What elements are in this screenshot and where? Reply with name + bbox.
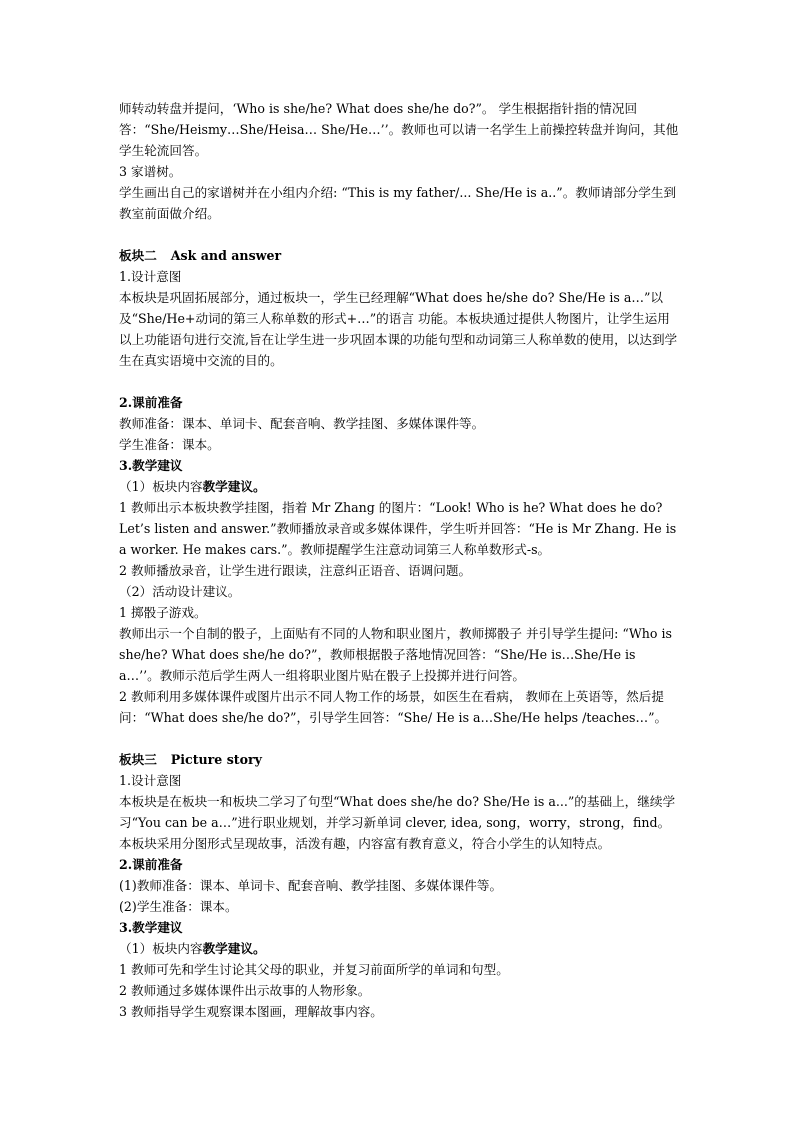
document-page bbox=[119, 98, 679, 1022]
section3-prep-teacher: (1)教师准备：课本、单词卡、配套音响、教学挂图、多媒体课件等。 bbox=[119, 878, 503, 893]
section3-design-text: 本板块是在板块一和板块二学习了句型“What does she/he do? She/He is a...”的基础上，继续学习“You can be a…”进行职业规划，并学习新单词 clever, idea, song，worry，strong，find。本板块采用分图形式呈现故事，活泼有趣，内容富有教育意义，符合小学生的认知特点。 bbox=[119, 794, 676, 851]
paragraph-family-tree: 学生画出自己的家谱树并在小组内介绍: “This is my father/... She/He is a..”。教师请部分学生到教室前面做介绍。 bbox=[119, 185, 677, 221]
section2-suggest-title: 3.教学建议 bbox=[119, 458, 183, 473]
section3-sub1-bold: 教学建议。 bbox=[202, 941, 266, 956]
section2-heading-cn: 板块二 bbox=[119, 248, 157, 263]
section2-activity1-title: 1 掷骰子游戏。 bbox=[119, 605, 207, 620]
section3-heading bbox=[119, 749, 679, 770]
section2-prep-title: 2.课前准备 bbox=[119, 395, 183, 410]
section3-sub1 bbox=[119, 938, 679, 959]
paragraph-family-tree-title: 3 家谱树。 bbox=[119, 164, 182, 179]
section3-sub1-prefix: （1）板块内容 bbox=[119, 941, 203, 956]
section2-prep-student: 学生准备：课本。 bbox=[119, 437, 220, 452]
section2-prep-teacher: 教师准备：课本、单词卡、配套音响、教学挂图、多媒体课件等。 bbox=[119, 416, 485, 431]
section3-heading-en: Picture story bbox=[170, 752, 262, 767]
section2-design-text: 本板块是巩固拓展部分，通过板块一，学生已经理解“What does he/she do? She/He is a…”以及“She/He+动词的第三人称单数的形式+…”的语言 功能。本板块通过提供人物图片，让学生运用以上功能语句进行交流,旨在让学生进一步巩固本课的功能句型和动词第三人称单数的使用，以达到学生在真实语境中交流的目的。 bbox=[119, 290, 678, 368]
spacer bbox=[119, 371, 679, 392]
section3-prep-student: (2)学生准备：课本。 bbox=[119, 899, 238, 914]
section3-heading-cn: 板块三 bbox=[119, 752, 157, 767]
section3-item2: 2 教师通过多媒体课件出示故事的人物形象。 bbox=[119, 983, 371, 998]
paragraph-spinner-game: 师转动转盘并提问，‘Who is she/he? What does she/he do?”。 学生根据指针指的情况回答：“She/Heismy…She/Heisa… She/He…’’。教师也可以请一名学生上前操控转盘并询问，其他学生轮流回答。 bbox=[119, 101, 679, 158]
section3-suggest-title: 3.教学建议 bbox=[119, 920, 183, 935]
section2-sub1-bold: 教学建议。 bbox=[202, 479, 266, 494]
section3-item1: 1 教师可先和学生讨论其父母的职业，并复习前面所学的单词和句型。 bbox=[119, 962, 509, 977]
section2-activity1-text: 教师出示一个自制的骰子，上面贴有不同的人物和职业图片，教师掷骰子 并引导学生提问: “Who is she/he? What does she/he do?”，教师根据骰子落地情况回答：“She/He is…She/He is a…’’。教师示范后学生两人一组将职业图片贴在骰子上投掷并进行问答。 bbox=[119, 626, 672, 683]
section3-prep-title: 2.课前准备 bbox=[119, 857, 183, 872]
section2-heading-en: Ask and answer bbox=[170, 248, 282, 263]
section2-item1: 1 教师出示本板块教学挂图，指着 Mr Zhang 的图片：“Look! Who is he? What does he do? Let’s listen and answer.”教师播放录音或多媒体课件，学生听并回答：“He is Mr Zhang. He is a worker. He makes cars.”。教师提醒学生注意动词第三人称单数形式-s。 bbox=[119, 500, 677, 557]
spacer bbox=[119, 728, 679, 749]
section2-design-title: 1.设计意图 bbox=[119, 269, 182, 284]
section2-activity2-text: 2 教师利用多媒体课件或图片出示不同人物工作的场景，如医生在看病， 教师在上英语等，然后提问：“What does she/he do?”，引导学生回答：“She/ He is a…She/He helps /teaches…”。 bbox=[119, 689, 668, 725]
section3-item3: 3 教师指导学生观察课本图画，理解故事内容。 bbox=[119, 1004, 383, 1019]
section2-item2: 2 教师播放录音，让学生进行跟读，注意纠正语音、语调问题。 bbox=[119, 563, 472, 578]
section2-sub1 bbox=[119, 476, 679, 497]
section2-sub1-prefix: （1）板块内容 bbox=[119, 479, 203, 494]
spacer bbox=[119, 224, 679, 245]
section2-sub2: （2）活动设计建议。 bbox=[119, 584, 241, 599]
section3-design-title: 1.设计意图 bbox=[119, 773, 182, 788]
section2-heading bbox=[119, 245, 679, 266]
